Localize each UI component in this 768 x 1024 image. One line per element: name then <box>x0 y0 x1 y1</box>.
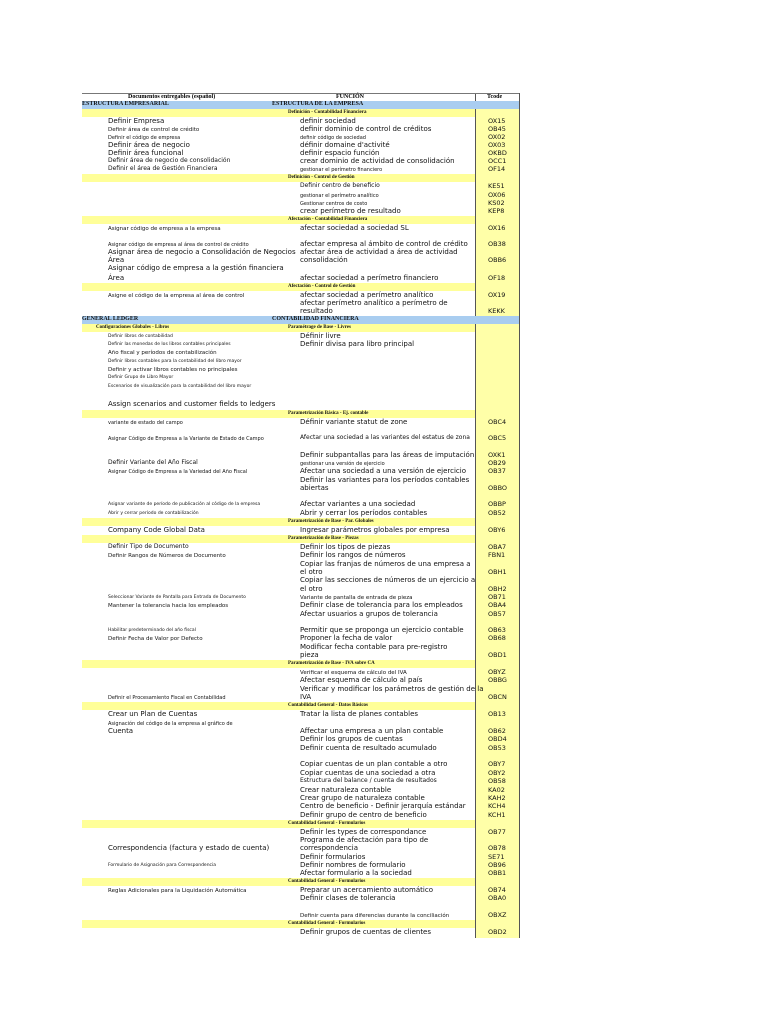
tcode-cell: OB78 <box>488 844 506 852</box>
tcode-cell: OB74 <box>488 886 506 894</box>
table-row <box>82 693 519 701</box>
function-cell: Afectar esquema de cálculo al país <box>300 676 423 684</box>
tcode-cell: OBYZ <box>488 668 506 676</box>
function-cell: Programa de afectación para tipo de <box>300 836 429 844</box>
table-row <box>82 869 519 877</box>
function-cell: consolidación <box>300 256 348 264</box>
deliverable-cell: Definir área funcional <box>108 149 184 157</box>
function-cell: afectar empresa al ámbito de control de crédito <box>300 240 468 248</box>
subsection-header-row <box>82 174 475 182</box>
table-row <box>82 668 519 676</box>
function-cell: afectar sociedad a perímetro financiero <box>300 274 439 282</box>
tcode-cell: SE71 <box>488 853 505 861</box>
section-label-function: CONTABILIDAD FINANCIERA <box>272 316 359 322</box>
table-row <box>82 451 519 459</box>
tcode-cell: OBCN <box>488 693 507 701</box>
table-row <box>82 786 519 794</box>
subsection-header-row <box>82 518 475 526</box>
function-cell: Permitir que se proponga un ejercicio contable <box>300 626 464 634</box>
tcode-cell: OB38 <box>488 240 506 248</box>
table-row <box>82 651 519 659</box>
section-header-row <box>82 101 519 109</box>
subsection-label-function: Paramétrage de Base - Livres <box>288 325 351 330</box>
deliverable-cell: Definir Tipo de Documento <box>108 543 189 550</box>
function-cell: Definir grupos de cuentas de clientes <box>300 928 432 936</box>
function-cell: IVA <box>300 693 312 701</box>
table-row <box>82 509 519 517</box>
table-row <box>82 224 519 232</box>
section-header-row <box>82 316 519 324</box>
function-cell: Definir centro de beneficio <box>300 182 380 189</box>
deliverable-cell: Definir y activar libros contables no principales <box>108 367 238 373</box>
deliverable-cell: Definir área de negocio de consolidación <box>108 157 231 164</box>
subsection-header-row <box>82 216 475 224</box>
table-row <box>82 911 519 919</box>
subsection-label-function: Afectación - Control de Gestión <box>288 284 356 289</box>
deliverable-cell: Definir Grupo de Libro Mayor <box>108 375 174 380</box>
function-cell: Ingresar parámetros globales por empresa <box>300 526 450 534</box>
tcode-cell: KEKK <box>488 307 505 315</box>
tcode-cell: KCH4 <box>488 802 506 810</box>
table-row <box>82 601 519 609</box>
deliverable-cell: Definir Empresa <box>108 117 165 125</box>
function-cell: correspondencia <box>300 844 358 852</box>
subsection-label-function: Contabilidad General - Datos Básicos <box>288 703 369 708</box>
tcode-cell: OBB6 <box>488 256 507 264</box>
deliverable-cell: Asignar código de empresa a la empresa <box>108 226 221 232</box>
section-label-function: ESTRUCTURA DE LA EMPRESA <box>272 101 364 107</box>
tcode-cell: OBY6 <box>488 526 506 534</box>
tcode-cell: OB71 <box>488 593 506 601</box>
subsection-header-row <box>82 410 475 418</box>
table-row <box>82 299 519 307</box>
function-cell: Définir variante statut de zone <box>300 418 408 426</box>
tcode-cell: OBBP <box>488 500 506 508</box>
table-row <box>82 744 519 752</box>
function-cell: Proponer la fecha de valor <box>300 634 393 642</box>
function-cell: Definir clase de tolerancia para los empleados <box>300 601 463 609</box>
tcode-cell: OBA7 <box>488 543 507 551</box>
table-row <box>82 418 519 426</box>
function-cell: Tratar la lista de planes contables <box>300 710 419 718</box>
function-cell: definir dominio de control de créditos <box>300 125 432 133</box>
subsection-header-row <box>82 920 475 928</box>
column-divider <box>519 93 520 938</box>
deliverable-cell: Definir área de control de crédito <box>108 127 200 133</box>
function-cell: definir espacio función <box>300 149 380 157</box>
function-cell: Definir los rangos de números <box>300 551 406 559</box>
table-row <box>82 307 519 315</box>
deliverable-cell: Asignación del código de la empresa al gráfico de <box>108 721 233 727</box>
function-cell: el otro <box>300 568 323 576</box>
deliverable-cell: Definir libros de contabilidad <box>108 334 173 339</box>
tcode-cell: OKBD <box>488 149 507 157</box>
function-cell: Abrir y cerrar los períodos contables <box>300 509 428 517</box>
table-row <box>82 760 519 768</box>
deliverable-cell: Definir Fecha de Valor por Defecto <box>108 636 203 642</box>
function-cell: définir domaine d'activité <box>300 141 390 149</box>
table-row <box>82 585 519 593</box>
tcode-cell: OB68 <box>488 634 506 642</box>
table-row <box>82 777 519 785</box>
table-row <box>82 626 519 634</box>
deliverable-cell: Asigne el código de la empresa al área de control <box>108 293 245 299</box>
function-cell: Définir livre <box>300 332 341 340</box>
function-cell: definir código de sociedad <box>300 135 366 141</box>
table-row <box>82 434 519 442</box>
function-cell: Verificar el esquema de cálculo del IVA <box>300 670 407 676</box>
table-row <box>82 256 519 264</box>
table-row <box>82 382 519 390</box>
tcode-cell: KCH1 <box>488 811 506 819</box>
tcode-cell: OB53 <box>488 744 506 752</box>
table-row <box>82 476 519 484</box>
table-row <box>82 182 519 190</box>
subsection-label-function: Definición - Contabilidad Financiera <box>288 110 367 115</box>
function-cell: Definir cuenta de resultado acumulado <box>300 744 437 752</box>
table-row <box>82 400 519 408</box>
subsection-label-function: Definición - Control de Gestión <box>288 175 355 180</box>
deliverable-cell: Cuenta <box>108 727 134 735</box>
tcode-cell: OXK1 <box>488 451 506 459</box>
deliverable-cell: Área <box>108 274 125 282</box>
deliverable-cell: Definir el Procesamiento Fiscal en Contabilidad <box>108 695 226 701</box>
tcode-cell: OB13 <box>488 710 506 718</box>
table-row <box>82 264 519 272</box>
subsection-label-function: Parametrización Básica - Ej. contable <box>288 411 369 416</box>
function-cell: Afectar usuarios a grupos de tolerancia <box>300 610 438 618</box>
header-tcode: Tcode <box>487 94 503 100</box>
function-cell: Definir formularios <box>300 853 366 861</box>
table-row <box>82 861 519 869</box>
tcode-cell: OBH1 <box>488 568 507 576</box>
tcode-cell: OBY2 <box>488 769 506 777</box>
tcode-cell: OCC1 <box>488 157 507 165</box>
tcode-cell: OF14 <box>488 165 506 173</box>
deliverable-cell: Habilitar predeterminado del año fiscal <box>108 628 196 633</box>
deliverable-cell: Escenarios de visualización para la contabilidad del libro mayor <box>108 384 252 389</box>
function-cell: Definir divisa para libro principal <box>300 340 415 348</box>
table-row <box>82 593 519 601</box>
function-cell: crear dominio de actividad de consolidación <box>300 157 455 165</box>
function-cell: Variante de pantalla de entrada de pieza <box>300 595 413 601</box>
tcode-cell: OBC4 <box>488 418 507 426</box>
function-cell: Definir les types de correspondance <box>300 828 427 836</box>
function-cell: Estructura del balance / cuenta de resultados <box>300 777 437 784</box>
deliverable-cell: Asignar código de empresa al área de control de crédito <box>108 242 249 248</box>
function-cell: resultado <box>300 307 333 315</box>
deliverable-cell: Área <box>108 256 125 264</box>
deliverable-cell: Asignar Código de Empresa a la Variante de Estado de Campo <box>108 436 264 442</box>
subsection-label-function: Parametrización de Base - IVA sobre CA <box>288 661 375 666</box>
function-cell: Definir nombres de formulario <box>300 861 406 869</box>
deliverable-cell: Asignar Código de Empresa a la Variedad del Año Fiscal <box>108 469 248 475</box>
function-cell: Crear naturaleza contable <box>300 786 392 794</box>
tcode-cell: OBD4 <box>488 735 507 743</box>
table-row <box>82 373 519 381</box>
table-row <box>82 576 519 584</box>
function-cell: Definir los tipos de piezas <box>300 543 391 551</box>
table-row <box>82 836 519 844</box>
table-row <box>82 643 519 651</box>
table-row <box>82 844 519 852</box>
table-row <box>82 133 519 141</box>
table-row <box>82 291 519 299</box>
tcode-cell: OBBO <box>488 484 508 492</box>
function-cell: afectar sociedad a sociedad SL <box>300 224 409 232</box>
table-row <box>82 117 519 125</box>
function-cell: Preparar un acercamiento automático <box>300 886 433 894</box>
table-row <box>82 568 519 576</box>
table-row <box>82 928 519 936</box>
table-row <box>82 149 519 157</box>
table-row <box>82 484 519 492</box>
tcode-cell: OBA4 <box>488 601 507 609</box>
deliverable-cell: Definir Variante del Año Fiscal <box>108 459 198 466</box>
tcode-cell: OB63 <box>488 626 506 634</box>
function-cell: Centro de beneficio - Definir jerarquía estándar <box>300 802 466 810</box>
tcode-cell: OB45 <box>488 125 506 133</box>
function-cell: Copiar cuentas de una sociedad a otra <box>300 769 436 777</box>
table-row <box>82 802 519 810</box>
function-cell: Definir los grupos de cuentas <box>300 735 403 743</box>
function-cell: Definir subpantallas para las áreas de imputación <box>300 451 475 459</box>
subsection-header-row <box>82 109 475 117</box>
subsection-label-function: Parametrización de Base - Piezas <box>288 536 359 541</box>
table-row <box>82 735 519 743</box>
table-row <box>82 141 519 149</box>
deliverable-cell: Definir el área de Gestión Financiera <box>108 165 218 172</box>
tcode-cell: FBN1 <box>488 551 506 559</box>
table-row <box>82 357 519 365</box>
table-row <box>82 526 519 534</box>
tcode-cell: OBH2 <box>488 585 507 593</box>
table-row <box>82 125 519 133</box>
function-cell: Definir las variantes para los períodos contables <box>300 476 470 484</box>
subsection-label-function: Afectación - Contabilidad Financiera <box>288 217 368 222</box>
table-row <box>82 543 519 551</box>
deliverable-cell: Definir libros contables para la contabilidad del libro mayor <box>108 359 242 364</box>
deliverable-cell: Correspondencia (factura y estado de cuenta) <box>108 844 270 852</box>
table-row <box>82 500 519 508</box>
tcode-cell: OB58 <box>488 777 506 785</box>
deliverable-cell: Assign scenarios and customer fields to ledgers <box>108 400 276 408</box>
function-cell: afectar área de actividad a área de actividad <box>300 248 458 256</box>
table-row <box>82 191 519 199</box>
deliverable-cell: Definir área de negocio <box>108 141 190 149</box>
table-row <box>82 794 519 802</box>
tcode-cell: OB62 <box>488 727 506 735</box>
tcode-cell: OBD1 <box>488 651 507 659</box>
subsection-header-row <box>82 324 475 332</box>
deliverable-cell: Definir las monedas de los libros contables principales <box>108 342 231 347</box>
deliverable-cell: Asignar código de empresa a la gestión financiera <box>108 264 284 272</box>
tcode-cell: OBC5 <box>488 434 507 442</box>
deliverable-cell: Definir el código de empresa <box>108 135 181 141</box>
deliverable-cell: Reglas Adicionales para la Liquidación Automática <box>108 888 247 894</box>
deliverable-cell: Año fiscal y períodos de contabilización <box>108 350 217 356</box>
tcode-cell: OX03 <box>488 141 506 149</box>
deliverable-cell: Asignar área de negocio a Consolidación de Negocios <box>108 248 296 256</box>
function-cell: Verificar y modificar los parámetros de gestión de la <box>300 685 484 693</box>
tcode-cell: OBBG <box>488 676 507 684</box>
table-row <box>82 676 519 684</box>
subsection-header-row <box>82 283 475 291</box>
function-cell: Afectar variantes a una sociedad <box>300 500 416 508</box>
tcode-cell: KEP8 <box>488 207 505 215</box>
deliverable-cell: Mantener la tolerancia hacia los empleados <box>108 603 229 609</box>
function-cell: Afectar una sociedad a una versión de ejercicio <box>300 467 467 475</box>
deliverable-cell: Seleccionar Variante de Pantalla para Entrada de Documento <box>108 595 246 600</box>
table-row <box>82 560 519 568</box>
table-row <box>82 199 519 207</box>
function-cell: definir sociedad <box>300 117 356 125</box>
function-cell: Copiar cuentas de un plan contable a otro <box>300 760 448 768</box>
tcode-cell: OB52 <box>488 509 506 517</box>
section-label-deliverable: GENERAL LEDGER <box>82 316 139 322</box>
table-row <box>82 727 519 735</box>
tcode-cell: OBY7 <box>488 760 506 768</box>
tcode-cell: OB57 <box>488 610 506 618</box>
table-row <box>82 719 519 727</box>
function-cell: Afectar formulario a la sociedad <box>300 869 412 877</box>
function-cell: afectar perímetro analítico a perímetro de <box>300 299 448 307</box>
subsection-label-function: Parametrización de Base - Par. Globales <box>288 519 374 524</box>
table-row <box>82 207 519 215</box>
table-row <box>82 610 519 618</box>
function-cell: el otro <box>300 585 323 593</box>
table-row <box>82 365 519 373</box>
tcode-cell: OB77 <box>488 828 506 836</box>
tcode-cell: OB96 <box>488 861 506 869</box>
table-row <box>82 894 519 902</box>
tcode-cell: OB37 <box>488 467 506 475</box>
function-cell: Affectar una empresa a un plan contable <box>300 727 444 735</box>
function-cell: gestionar el perímetro analítico <box>300 193 379 199</box>
function-cell: afectar sociedad a perímetro analítico <box>300 291 434 299</box>
function-cell: Copiar las secciones de números de un ejercicio a <box>300 576 476 584</box>
subsection-label-function: Contabilidad General - Formularios <box>288 921 366 926</box>
function-cell: gestionar una versión de ejercicio <box>300 461 385 467</box>
table-row <box>82 165 519 173</box>
table-row <box>82 332 519 340</box>
subsection-header-row <box>82 878 475 886</box>
function-cell: Modificar fecha contable para pre-registro <box>300 643 448 651</box>
subsection-header-row <box>82 702 475 710</box>
function-cell: Definir cuenta para diferencias durante la conciliación <box>300 913 450 919</box>
tcode-cell: OBXZ <box>488 911 507 919</box>
tcode-cell: OB29 <box>488 459 506 467</box>
tcode-cell: OBD2 <box>488 928 507 936</box>
tcode-cell: KA02 <box>488 786 505 794</box>
deliverable-cell: Company Code Global Data <box>108 526 205 534</box>
table-row <box>82 348 519 356</box>
tcode-cell: OF18 <box>488 274 506 282</box>
tcode-cell: OX06 <box>488 191 506 199</box>
tcode-cell: OX19 <box>488 291 506 299</box>
header-deliverables: Documentos entregables (español) <box>128 94 216 100</box>
subsection-label-function: Contabilidad General - Formularios <box>288 879 366 884</box>
table-row <box>82 551 519 559</box>
subsection-header-row <box>82 820 475 828</box>
function-cell: pieza <box>300 651 319 659</box>
subsection-label-deliverable: Configuraciones Globales - Libros <box>96 325 170 330</box>
table-row <box>82 459 519 467</box>
table-row <box>82 710 519 718</box>
deliverable-cell: Abrir y cerrar período de contabilización <box>108 511 199 516</box>
function-cell: Copiar las franjas de números de una empresa a <box>300 560 471 568</box>
table-row <box>82 340 519 348</box>
deliverable-cell: Definir Rangos de Números de Documento <box>108 553 226 559</box>
table-row <box>82 853 519 861</box>
subsection-header-row <box>82 660 475 668</box>
table-row <box>82 248 519 256</box>
function-cell: crear perímetro de resultado <box>300 207 401 215</box>
function-cell: gestionar el perímetro financiero <box>300 167 383 173</box>
table-row <box>82 811 519 819</box>
subsection-label-function: Contabilidad General - Formularios <box>288 821 366 826</box>
tcode-cell: KS02 <box>488 199 505 207</box>
table-row <box>82 634 519 642</box>
tcode-cell: KAH2 <box>488 794 506 802</box>
section-label-deliverable: ESTRUCTURA EMPRESARIAL <box>82 101 169 107</box>
function-cell: Afectar una sociedad a las variantes del estatus de zona <box>300 434 470 441</box>
deliverable-cell: Crear un Plan de Cuentas <box>108 710 198 718</box>
function-cell: Gestionar centros de costo <box>300 201 368 207</box>
tcode-cell: OBA0 <box>488 894 507 902</box>
table-row <box>82 769 519 777</box>
tcode-cell: OX16 <box>488 224 506 232</box>
tcode-cell: OX15 <box>488 117 506 125</box>
tcode-cell: OBB1 <box>488 869 507 877</box>
tcode-cell: KE51 <box>488 182 505 190</box>
tcode-cell: OX02 <box>488 133 506 141</box>
table-row <box>82 467 519 475</box>
deliverable-cell: Formulario de Asignación para Correspondencia <box>108 863 217 868</box>
table-row <box>82 685 519 693</box>
table-row <box>82 886 519 894</box>
function-cell: Crear grupo de naturaleza contable <box>300 794 425 802</box>
table-row <box>82 240 519 248</box>
subsection-header-row <box>82 535 475 543</box>
table-row <box>82 274 519 282</box>
deliverable-cell: Asignar variante de período de publicación al código de la empresa <box>108 502 261 507</box>
deliverable-cell: variante de estado del campo <box>108 420 183 426</box>
function-cell: abiertas <box>300 484 329 492</box>
header-function: FUNCIÓN <box>336 94 364 100</box>
function-cell: Definir grupo de centro de beneficio <box>300 811 427 819</box>
function-cell: Definir clases de tolerancia <box>300 894 396 902</box>
table-row <box>82 157 519 165</box>
table-row <box>82 828 519 836</box>
